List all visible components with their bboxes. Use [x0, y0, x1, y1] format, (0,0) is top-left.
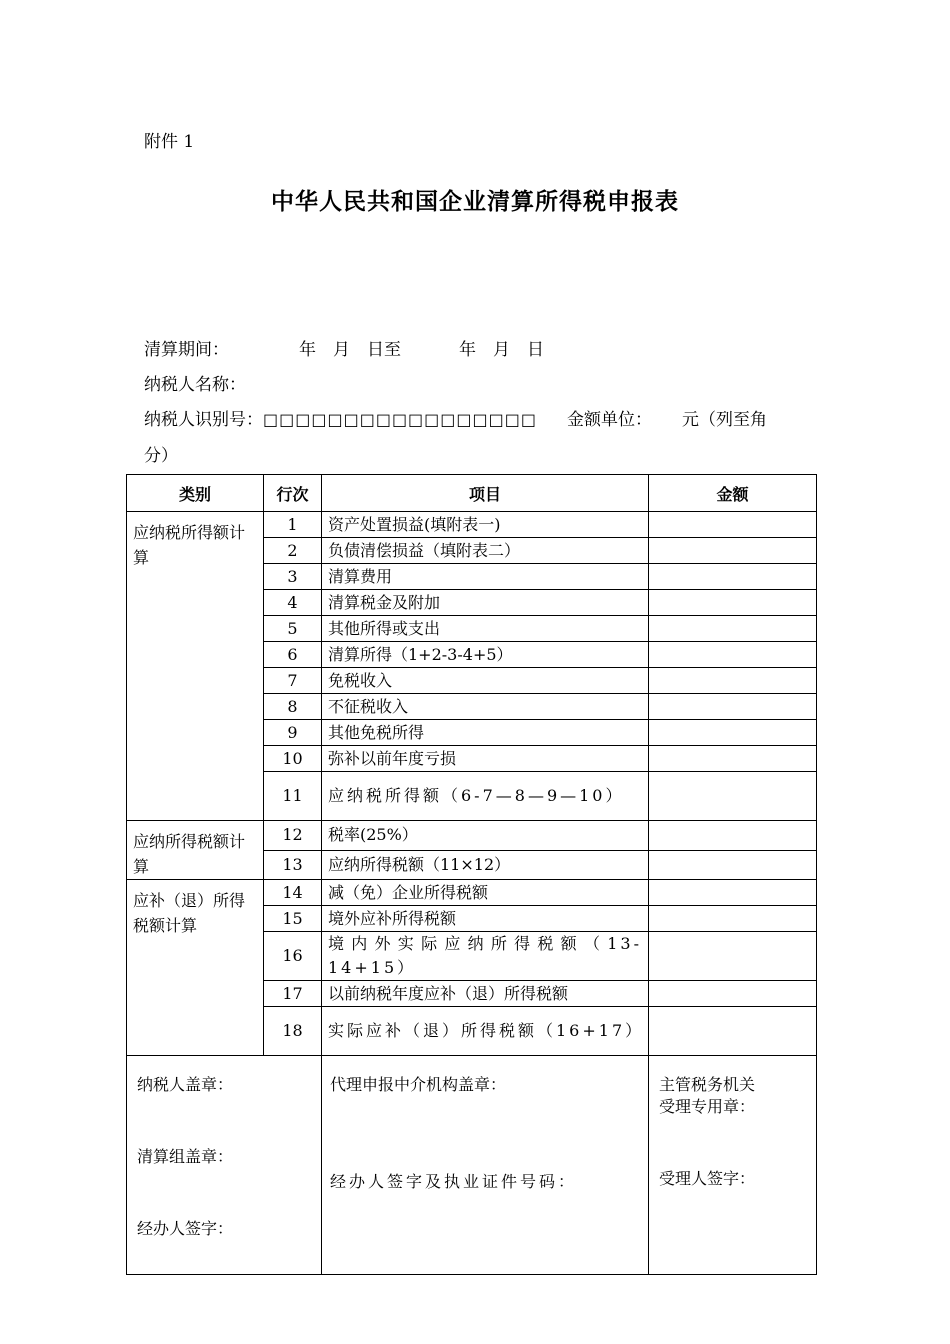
header-amount: 金额 [649, 475, 817, 512]
amount-cell[interactable] [649, 512, 817, 538]
line-number-cell: 11 [264, 772, 322, 821]
item-cell: 负债清偿损益（填附表二） [322, 538, 649, 564]
item-cell: 境内外实际应纳所得税额（13-14+15） [322, 932, 649, 981]
item-cell: 弥补以前年度亏损 [322, 746, 649, 772]
amount-cell[interactable] [649, 642, 817, 668]
line-number-cell: 4 [264, 590, 322, 616]
line-number-cell: 2 [264, 538, 322, 564]
line-number-cell: 17 [264, 981, 322, 1007]
line-number-cell: 8 [264, 694, 322, 720]
line-number-cell: 18 [264, 1007, 322, 1056]
category-cell: 应补（退）所得税额计算 [127, 880, 264, 1056]
agent-signature-cell [322, 1056, 649, 1275]
handler-sign-label: 经办人签字： [137, 1219, 234, 1238]
line-number-cell: 9 [264, 720, 322, 746]
taxpayer-id-label: 纳税人识别号： [144, 410, 263, 430]
period-end: 年 月 日 [459, 340, 544, 360]
item-cell: 以前纳税年度应补（退）所得税额 [322, 981, 649, 1007]
signature-row [127, 1056, 817, 1275]
table-body [127, 512, 817, 1056]
page-title: 中华人民共和国企业清算所得税申报表 [271, 189, 679, 215]
line-number-cell: 5 [264, 616, 322, 642]
receiver-sign-label: 受理人签字： [659, 1169, 756, 1188]
item-cell: 应纳所得税额（11×12） [322, 850, 649, 880]
amount-cell[interactable] [649, 746, 817, 772]
header-category: 类别 [127, 475, 264, 512]
line-number-cell: 14 [264, 880, 322, 906]
table-row [127, 880, 817, 906]
amount-cell[interactable] [649, 616, 817, 642]
item-cell: 其他免税所得 [322, 720, 649, 746]
item-cell: 清算费用 [322, 564, 649, 590]
liquidation-group-seal-label: 清算组盖章： [137, 1147, 234, 1166]
item-cell: 应纳税所得额（6-7—8—9—10） [322, 772, 649, 821]
item-cell: 减（免）企业所得税额 [322, 880, 649, 906]
amount-cell[interactable] [649, 850, 817, 880]
category-cell: 应纳税所得额计算 [127, 512, 264, 821]
line-number-cell: 10 [264, 746, 322, 772]
taxpayer-id-line [144, 405, 767, 430]
line-number-cell: 13 [264, 850, 322, 880]
table-row [127, 821, 817, 851]
item-cell: 资产处置损益(填附表一) [322, 512, 649, 538]
taxpayer-id-boxes: □□□□□□□□□□□□□□□□□ [263, 410, 537, 429]
authority-seal-label-2: 受理专用章： [659, 1097, 756, 1116]
table-header-row [127, 475, 817, 512]
line-number-cell: 3 [264, 564, 322, 590]
amount-cell[interactable] [649, 821, 817, 851]
declaration-table [126, 474, 817, 1275]
amount-cell[interactable] [649, 1007, 817, 1056]
amount-unit-label: 金额单位： [567, 410, 652, 430]
line-number-cell: 15 [264, 906, 322, 932]
attachment-label: 附件 1 [144, 132, 195, 152]
amount-unit-cont: 分） [144, 446, 178, 466]
item-cell: 其他所得或支出 [322, 616, 649, 642]
amount-cell[interactable] [649, 538, 817, 564]
amount-cell[interactable] [649, 880, 817, 906]
amount-cell[interactable] [649, 694, 817, 720]
header-item: 项目 [322, 475, 649, 512]
amount-cell[interactable] [649, 668, 817, 694]
taxpayer-signature-cell [127, 1056, 322, 1275]
period-label: 清算期间： [144, 340, 229, 360]
period-start: 年 月 日至 [299, 340, 401, 360]
table-row [127, 512, 817, 538]
item-cell: 实际应补（退）所得税额（16+17） [322, 1007, 649, 1056]
item-cell: 清算所得（1+2-3-4+5） [322, 642, 649, 668]
taxpayer-name-label: 纳税人名称： [144, 375, 246, 395]
amount-cell[interactable] [649, 906, 817, 932]
line-number-cell: 12 [264, 821, 322, 851]
amount-cell[interactable] [649, 564, 817, 590]
line-number-cell: 1 [264, 512, 322, 538]
item-cell: 境外应补所得税额 [322, 906, 649, 932]
line-number-cell: 7 [264, 668, 322, 694]
line-number-cell: 16 [264, 932, 322, 981]
category-cell: 应纳所得税额计算 [127, 821, 264, 880]
authority-seal-label-1: 主管税务机关 [659, 1075, 756, 1094]
amount-cell[interactable] [649, 772, 817, 821]
line-number-cell: 6 [264, 642, 322, 668]
authority-signature-cell [649, 1056, 817, 1275]
agent-handler-sign-label: 经办人签字及执业证件号码： [330, 1172, 578, 1191]
period-line [144, 335, 544, 360]
header-line-no: 行次 [264, 475, 322, 512]
amount-cell[interactable] [649, 981, 817, 1007]
amount-cell[interactable] [649, 720, 817, 746]
amount-unit-value: 元（列至角 [682, 410, 767, 430]
agent-seal-label: 代理申报中介机构盖章： [330, 1075, 507, 1094]
item-cell: 清算税金及附加 [322, 590, 649, 616]
taxpayer-seal-label: 纳税人盖章： [137, 1075, 234, 1094]
item-cell: 不征税收入 [322, 694, 649, 720]
item-cell: 免税收入 [322, 668, 649, 694]
item-cell: 税率(25%） [322, 821, 649, 851]
amount-cell[interactable] [649, 932, 817, 981]
amount-cell[interactable] [649, 590, 817, 616]
